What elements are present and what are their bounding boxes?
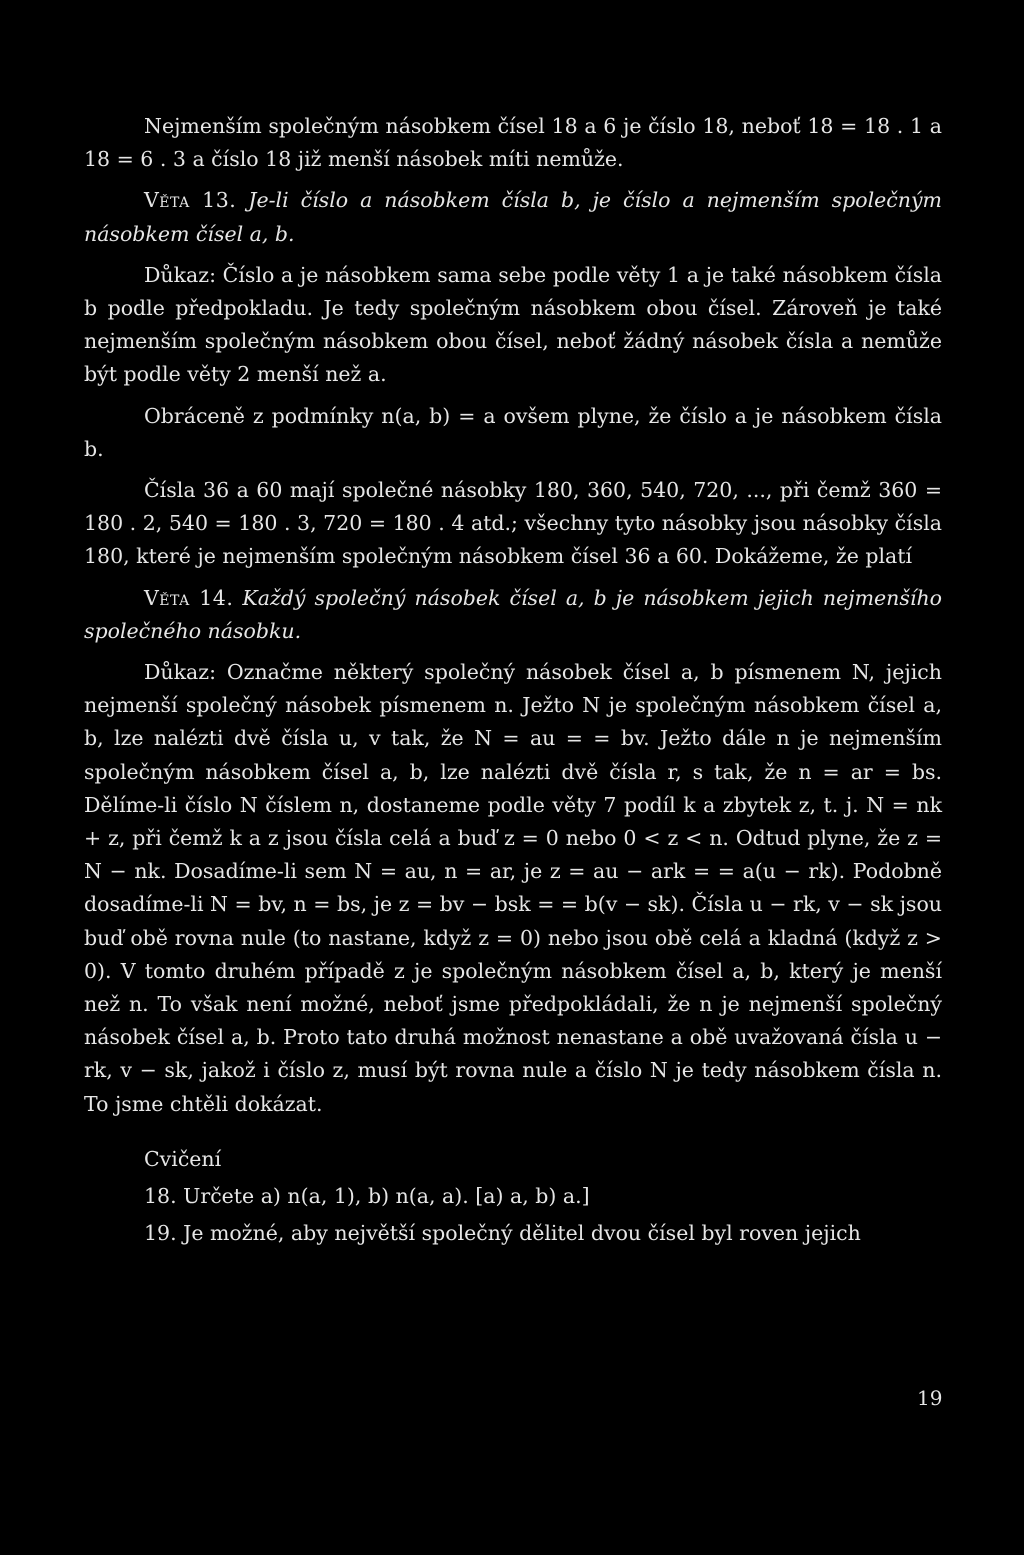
- proof-13: Důkaz: Číslo a je násobkem sama sebe podle věty 1 a je také násobkem čísla b podle předpokladu. Je tedy společným násobkem obou čísel. Zároveň je také nejmenším společným násobkem obou čísel, neboť žádný násobek čísla a nemůže být podle věty 2 menší než a.: [84, 262, 942, 387]
- theorem-13-label: Věta 13.: [144, 188, 237, 213]
- exercise-18: 18. Určete a) n(a, 1), b) n(a, a). [a) a, b) a.]: [144, 1184, 590, 1209]
- theorem-13-statement: Je-li číslo a násobkem čísla b, je číslo a nejmenším společným násobkem čísel a, b.: [84, 188, 942, 246]
- paragraph-converse: Obráceně z podmínky n(a, b) = a ovšem plyne, že číslo a je násobkem čísla b.: [84, 403, 942, 461]
- theorem-14-statement: Každý společný násobek čísel a, b je násobkem jejich nejmenšího společného násobku.: [84, 585, 942, 643]
- paragraph-intro: Nejmenším společným násobkem čísel 18 a 6 je číslo 18, neboť 18 = 18 . 1 a 18 = 6 . 3 a číslo 18 již menší násobek míti nemůže.: [84, 114, 942, 172]
- page-body: [84, 110, 942, 1251]
- theorem-13: [84, 184, 942, 250]
- exercise-19: 19. Je možné, aby největší společný dělitel dvou čísel byl roven jejich: [144, 1221, 861, 1246]
- theorem-14-label: Věta 14.: [144, 585, 234, 610]
- page-number: 19: [917, 1386, 943, 1410]
- exercises-heading: Cvičení: [144, 1146, 222, 1171]
- proof-14: Důkaz: Označme některý společný násobek čísel a, b písmenem N, jejich nejmenší společný násobek písmenem n. Ježto N je společným násobkem čísel a, b, lze nalézti dvě čísla u, v tak, že N = au = = bv. Ježto dále n je nejmenším společným násobkem čísel a, b, lze nalézti dvě čísla r, s tak, že n = ar = bs. Dělíme-li číslo N číslem n, dostaneme podle věty 7 podíl k a zbytek z, t. j. N = nk + z, při čemž k a z jsou čísla celá a buď z = 0 nebo 0 < z < n. Odtud plyne, že z = N − nk. Dosadíme-li sem N = au, n = ar, je z = au − ark = = a(u − rk). Podobně dosadíme-li N = bv, n = bs, je z = bv − bsk = = b(v − sk). Čísla u − rk, v − sk jsou buď obě rovna nule (to nastane, když z = 0) nebo jsou obě celá a kladná (když z > 0). V tomto druhém případě z je společným násobkem čísel a, b, který je menší než n. To však není možné, neboť jsme předpokládali, že n je nejmenší společný násobek čísel a, b. Proto tato druhá možnost nenastane a obě uvažovaná čísla u − rk, v − sk, jakož i číslo z, musí být rovna nule a číslo N je tedy násobkem čísla n. To jsme chtěli dokázat.: [84, 660, 942, 1116]
- paragraph-example: Čísla 36 a 60 mají společné násobky 180, 360, 540, 720, ..., při čemž 360 = 180 . 2, 540 = 180 . 3, 720 = 180 . 4 atd.; všechny tyto násobky jsou násobky čísla 180, které je nejmenším společným násobkem čísel 36 a 60. Dokážeme, že platí: [84, 478, 942, 569]
- theorem-14: [84, 582, 942, 648]
